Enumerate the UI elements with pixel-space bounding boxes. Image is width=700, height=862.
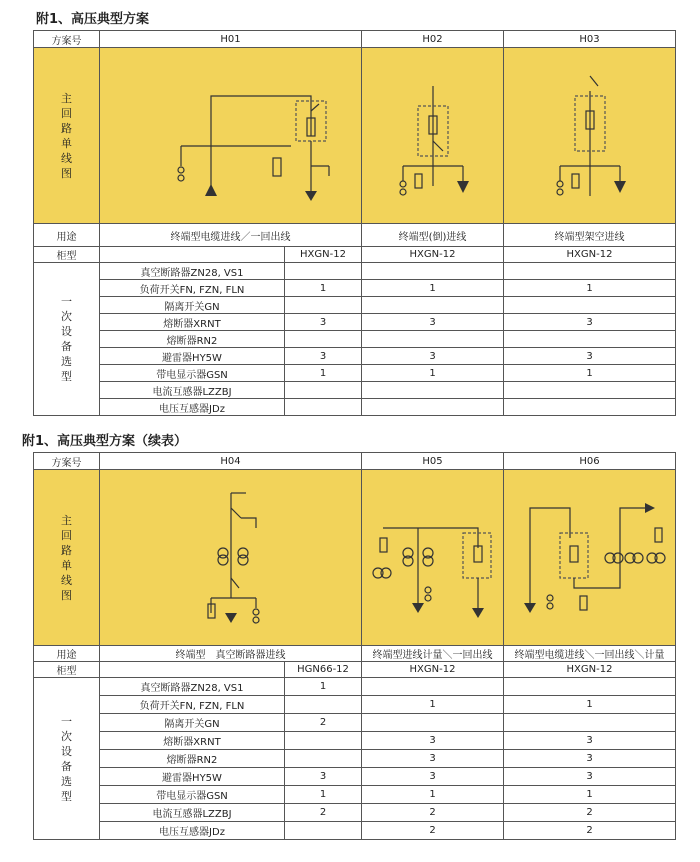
diagram-h04 bbox=[100, 470, 362, 646]
equip-value bbox=[504, 297, 676, 314]
equip-name: 避雷器HY5W bbox=[100, 768, 285, 786]
equip-value bbox=[504, 331, 676, 348]
equip-value bbox=[362, 331, 504, 348]
diagram-h05 bbox=[362, 470, 504, 646]
equip-value: 2 bbox=[285, 714, 362, 732]
equip-name: 隔离开关GN bbox=[100, 714, 285, 732]
diagram-h01 bbox=[100, 48, 362, 224]
equip-value: 1 bbox=[504, 696, 676, 714]
scheme-h05: H05 bbox=[362, 453, 504, 470]
equip-value bbox=[362, 714, 504, 732]
equip-value: 1 bbox=[362, 280, 504, 297]
equip-value: 2 bbox=[285, 804, 362, 822]
equip-value: 3 bbox=[504, 768, 676, 786]
equip-value bbox=[285, 331, 362, 348]
equip-value: 1 bbox=[362, 365, 504, 382]
equip-value bbox=[504, 678, 676, 696]
scheme-h02: H02 bbox=[362, 31, 504, 48]
equip-value bbox=[504, 399, 676, 416]
scheme-h06: H06 bbox=[504, 453, 676, 470]
scheme-h04: H04 bbox=[100, 453, 362, 470]
equip-value: 2 bbox=[362, 822, 504, 840]
single-line-diagram-h03-icon bbox=[520, 56, 660, 216]
diagram-label: 主 回 路 单 线 图 bbox=[34, 48, 100, 224]
equip-value: 3 bbox=[504, 348, 676, 365]
equip-value bbox=[362, 263, 504, 280]
equip-name: 熔断器XRNT bbox=[100, 732, 285, 750]
equip-label: 一 次 设 备 选 型 bbox=[34, 678, 100, 840]
scheme-table-2 bbox=[33, 452, 676, 840]
equip-value bbox=[504, 382, 676, 399]
equip-name: 隔离开关GN bbox=[100, 297, 285, 314]
equip-name: 电流互感器LZZBJ bbox=[100, 804, 285, 822]
equip-value bbox=[285, 399, 362, 416]
equip-value bbox=[504, 263, 676, 280]
cabinet-h04: HGN66-12 bbox=[285, 662, 362, 678]
equip-value: 1 bbox=[504, 280, 676, 297]
diagram-h02 bbox=[362, 48, 504, 224]
cabinet-h02: HXGN-12 bbox=[362, 247, 504, 263]
equip-name: 电流互感器LZZBJ bbox=[100, 382, 285, 399]
cabinet-label: 柜型 bbox=[34, 247, 100, 263]
equip-value: 3 bbox=[285, 348, 362, 365]
equip-value bbox=[285, 732, 362, 750]
usage-h01: 终端型电缆进线／一回出线 bbox=[100, 224, 362, 247]
equip-name: 真空断路器ZN28, VS1 bbox=[100, 263, 285, 280]
equip-value bbox=[362, 399, 504, 416]
cabinet-h01: HXGN-12 bbox=[285, 247, 362, 263]
single-line-diagram-h05-icon bbox=[368, 478, 498, 638]
equip-name: 带电显示器GSN bbox=[100, 365, 285, 382]
equip-name: 带电显示器GSN bbox=[100, 786, 285, 804]
header-label: 方案号 bbox=[34, 31, 100, 48]
scheme-h01: H01 bbox=[100, 31, 362, 48]
equip-value: 1 bbox=[285, 678, 362, 696]
equip-value bbox=[285, 696, 362, 714]
equip-value: 1 bbox=[285, 365, 362, 382]
equip-value: 3 bbox=[504, 732, 676, 750]
cabinet-h03: HXGN-12 bbox=[504, 247, 676, 263]
scheme-h03: H03 bbox=[504, 31, 676, 48]
usage-label: 用途 bbox=[34, 224, 100, 247]
equip-value: 3 bbox=[362, 314, 504, 331]
equip-value: 1 bbox=[362, 786, 504, 804]
equip-value: 3 bbox=[362, 348, 504, 365]
equip-value bbox=[362, 297, 504, 314]
equip-value: 3 bbox=[504, 750, 676, 768]
equip-value: 3 bbox=[285, 314, 362, 331]
cabinet-h05: HXGN-12 bbox=[362, 662, 504, 678]
equip-value: 3 bbox=[362, 768, 504, 786]
equip-value: 1 bbox=[362, 696, 504, 714]
diagram-h06 bbox=[504, 470, 676, 646]
usage-h04: 终端型 真空断路器进线 bbox=[100, 646, 362, 662]
equip-value bbox=[504, 714, 676, 732]
usage-h03: 终端型架空进线 bbox=[504, 224, 676, 247]
equip-value bbox=[362, 678, 504, 696]
equip-value: 1 bbox=[285, 786, 362, 804]
equip-value: 1 bbox=[504, 786, 676, 804]
equip-name: 电压互感器JDz bbox=[100, 822, 285, 840]
equip-name: 熔断器XRNT bbox=[100, 314, 285, 331]
equip-label: 一 次 设 备 选 型 bbox=[34, 263, 100, 416]
equip-value: 3 bbox=[362, 732, 504, 750]
equip-value bbox=[285, 750, 362, 768]
equip-value bbox=[285, 822, 362, 840]
equip-value bbox=[285, 263, 362, 280]
usage-h06: 终端型电缆进线＼一回出线＼计量 bbox=[504, 646, 676, 662]
equip-value: 3 bbox=[362, 750, 504, 768]
equip-name: 避雷器HY5W bbox=[100, 348, 285, 365]
equip-value bbox=[285, 297, 362, 314]
section2-title: 附1、高压典型方案（续表） bbox=[22, 434, 188, 449]
equip-value: 2 bbox=[504, 822, 676, 840]
scheme-table-1 bbox=[33, 30, 676, 416]
equip-name: 熔断器RN2 bbox=[100, 331, 285, 348]
section1-title: 附1、高压典型方案 bbox=[36, 12, 150, 27]
equip-name: 负荷开关FN, FZN, FLN bbox=[100, 696, 285, 714]
equip-value bbox=[362, 382, 504, 399]
equip-name: 熔断器RN2 bbox=[100, 750, 285, 768]
equip-value: 2 bbox=[504, 804, 676, 822]
single-line-diagram-h04-icon bbox=[131, 478, 331, 638]
equip-value: 3 bbox=[504, 314, 676, 331]
equip-name: 真空断路器ZN28, VS1 bbox=[100, 678, 285, 696]
usage-h02: 终端型(倒)进线 bbox=[362, 224, 504, 247]
cabinet-label: 柜型 bbox=[34, 662, 100, 678]
equip-value: 2 bbox=[362, 804, 504, 822]
equip-value: 1 bbox=[504, 365, 676, 382]
equip-value: 1 bbox=[285, 280, 362, 297]
equip-name: 负荷开关FN, FZN, FLN bbox=[100, 280, 285, 297]
cabinet-h06: HXGN-12 bbox=[504, 662, 676, 678]
equip-value: 3 bbox=[285, 768, 362, 786]
single-line-diagram-h06-icon bbox=[510, 478, 670, 638]
equip-name: 电压互感器JDz bbox=[100, 399, 285, 416]
single-line-diagram-h02-icon bbox=[373, 56, 493, 216]
usage-label: 用途 bbox=[34, 646, 100, 662]
header-label: 方案号 bbox=[34, 453, 100, 470]
diagram-h03 bbox=[504, 48, 676, 224]
usage-h05: 终端型进线计量＼一回出线 bbox=[362, 646, 504, 662]
equip-value bbox=[285, 382, 362, 399]
diagram-label: 主 回 路 单 线 图 bbox=[34, 470, 100, 646]
single-line-diagram-h01-icon bbox=[131, 56, 331, 216]
